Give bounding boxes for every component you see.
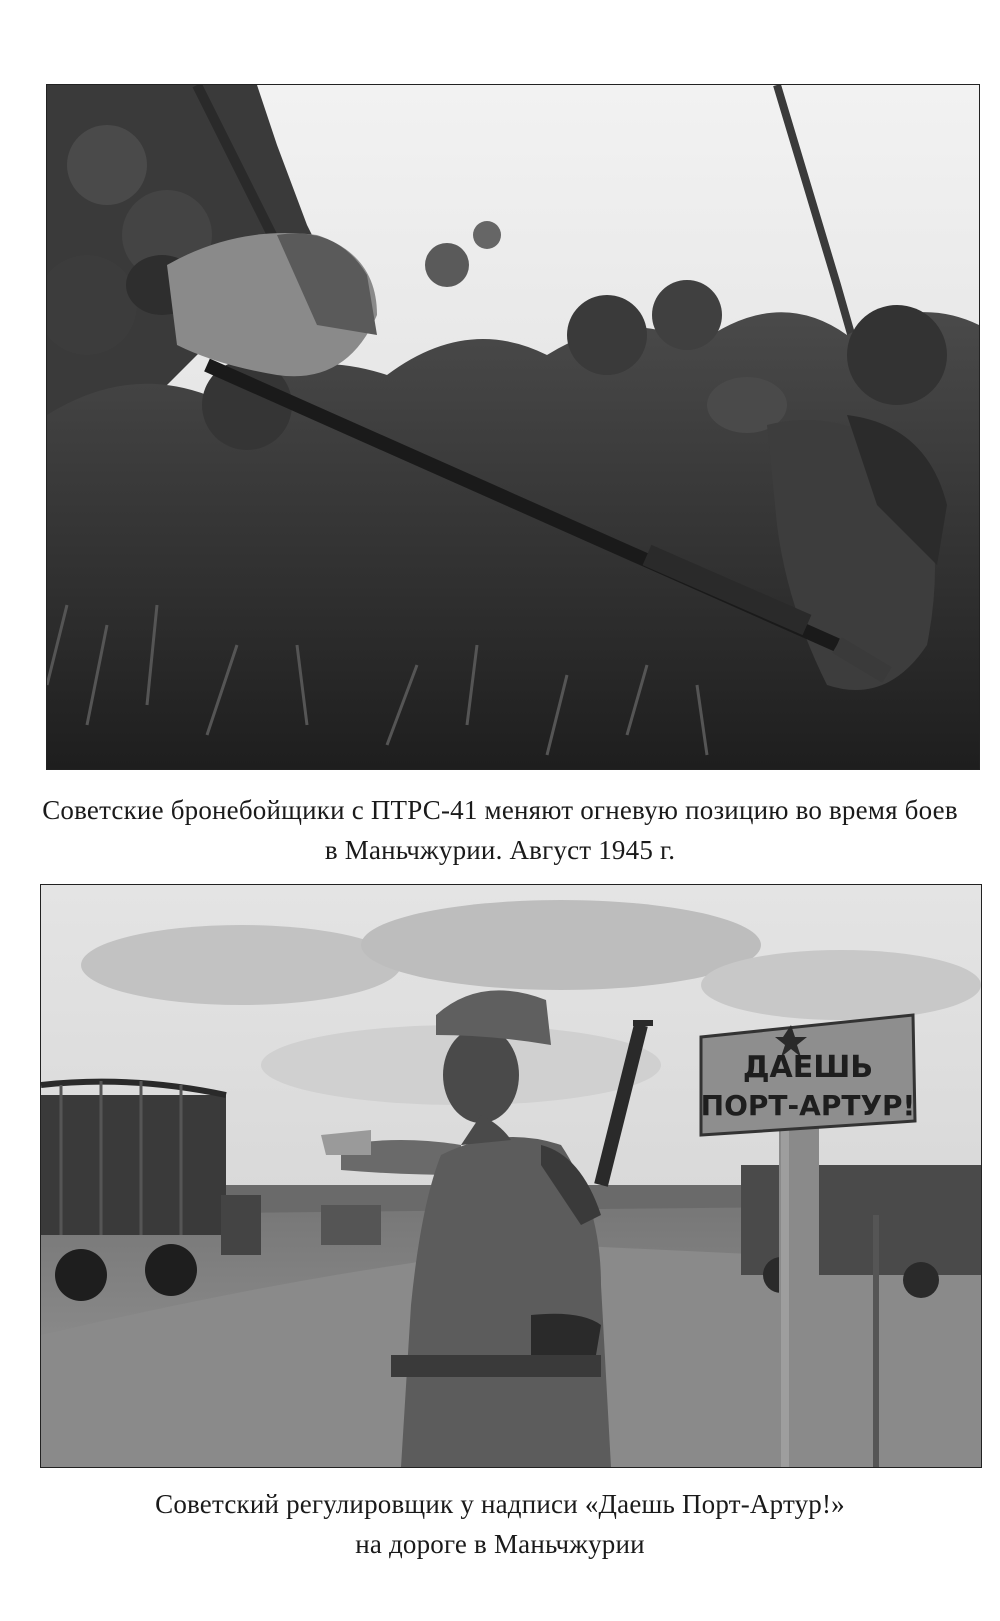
photo-anti-tank-riflemen [46,84,980,770]
photo-anti-tank-riflemen-image [47,85,979,769]
photo-1-caption [20,790,980,870]
sign-text-line-1: ДАЕШЬ [742,1050,874,1085]
road-sign [701,1015,916,1135]
sign-text-line-2: ПОРТ-АРТУР! [700,1089,916,1122]
photo-1-caption-line-2: в Маньчжурии. Август 1945 г. [324,835,676,865]
photo-traffic-controller-image [41,885,981,1467]
photo-traffic-controller [40,884,982,1468]
photo-1-caption-line-1: Советские бронебойщики с ПТРС-41 меняют огневую позицию во время боев [42,795,958,825]
photo-2-caption [20,1484,980,1564]
photo-2-caption-line-1: Советский регулировщик у надписи «Даешь Порт-Артур!» [155,1489,845,1519]
photo-2-caption-line-2: на дороге в Маньчжурии [355,1529,645,1559]
